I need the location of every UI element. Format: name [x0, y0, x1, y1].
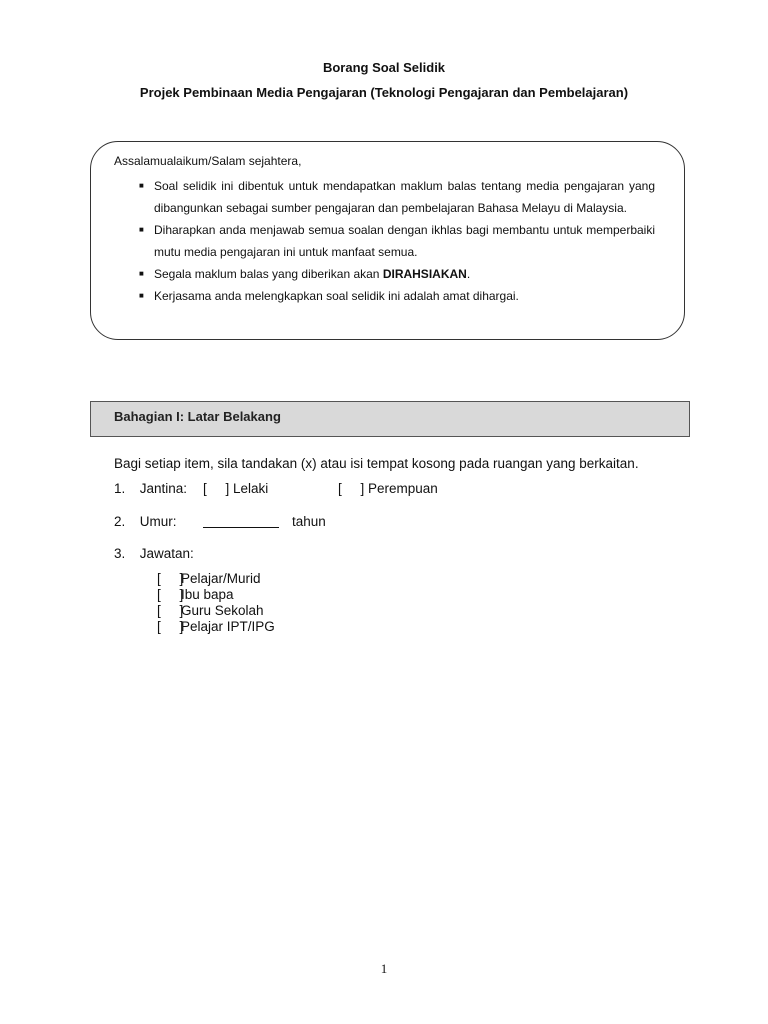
- question-label: Umur:: [139, 514, 177, 529]
- project-subtitle: Projek Pembinaan Media Pengajaran (Teknologi Pengajaran dan Pembelajaran): [139, 85, 629, 100]
- page-number: 1: [380, 961, 388, 976]
- option-female[interactable]: [ ] Perempuan: [338, 481, 438, 496]
- question-age: [114, 514, 177, 529]
- question-position: [114, 546, 194, 561]
- bullet-icon: ■: [139, 225, 144, 234]
- bullet-text: Segala maklum balas yang diberikan akan DIRAHSIAKAN.: [154, 267, 471, 281]
- option-tertiary-student[interactable]: [ ]Pelajar IPT/IPG: [157, 619, 275, 634]
- bullet-icon: ■: [139, 291, 144, 300]
- option-parent[interactable]: [ ]Ibu bapa: [157, 587, 234, 602]
- bullet-text: Kerjasama anda melengkapkan soal selidik ini adalah amat dihargai.: [154, 289, 519, 303]
- age-unit: tahun: [292, 514, 326, 529]
- age-blank-field[interactable]: [203, 514, 279, 531]
- question-gender: [114, 481, 187, 496]
- list-item: [132, 219, 655, 263]
- list-item: [132, 175, 655, 219]
- bullet-icon: ■: [139, 269, 144, 278]
- bullet-text: Diharapkan anda menjawab semua soalan dengan ikhlas bagi membantu untuk memperbaiki mutu media pengajaran ini untuk manfaat semua.: [154, 223, 655, 259]
- list-item: [132, 285, 655, 307]
- option-teacher[interactable]: [ ]Guru Sekolah: [157, 603, 264, 618]
- greeting: Assalamualaikum/Salam sejahtera,: [114, 154, 302, 168]
- question-label: Jantina:: [139, 481, 188, 496]
- section-header: [90, 401, 690, 437]
- option-male[interactable]: [ ] Lelaki: [203, 481, 269, 496]
- instruction-text: Bagi setiap item, sila tandakan (x) atau isi tempat kosong pada ruangan yang berkaitan.: [114, 456, 639, 471]
- intro-bullets: [132, 175, 655, 307]
- question-number: 3.: [114, 546, 126, 561]
- option-student[interactable]: [ ]Pelajar/Murid: [157, 571, 261, 586]
- bullet-text: Soal selidik ini dibentuk untuk mendapatkan maklum balas tentang media pengajaran yang dibangunkan sebagai sumber pengajaran dan pembelajaran Bahasa Melayu di Malaysia.: [154, 179, 655, 215]
- confidential-emphasis: DIRAHSIAKAN: [382, 267, 467, 281]
- section-title: Bahagian I: Latar Belakang: [114, 409, 281, 424]
- question-label: Jawatan:: [139, 546, 194, 561]
- bullet-icon: ■: [139, 181, 144, 190]
- question-number: 2.: [114, 514, 126, 529]
- position-options: [157, 571, 275, 635]
- form-title: Borang Soal Selidik: [322, 60, 446, 75]
- question-number: 1.: [114, 481, 126, 496]
- list-item: [132, 263, 655, 285]
